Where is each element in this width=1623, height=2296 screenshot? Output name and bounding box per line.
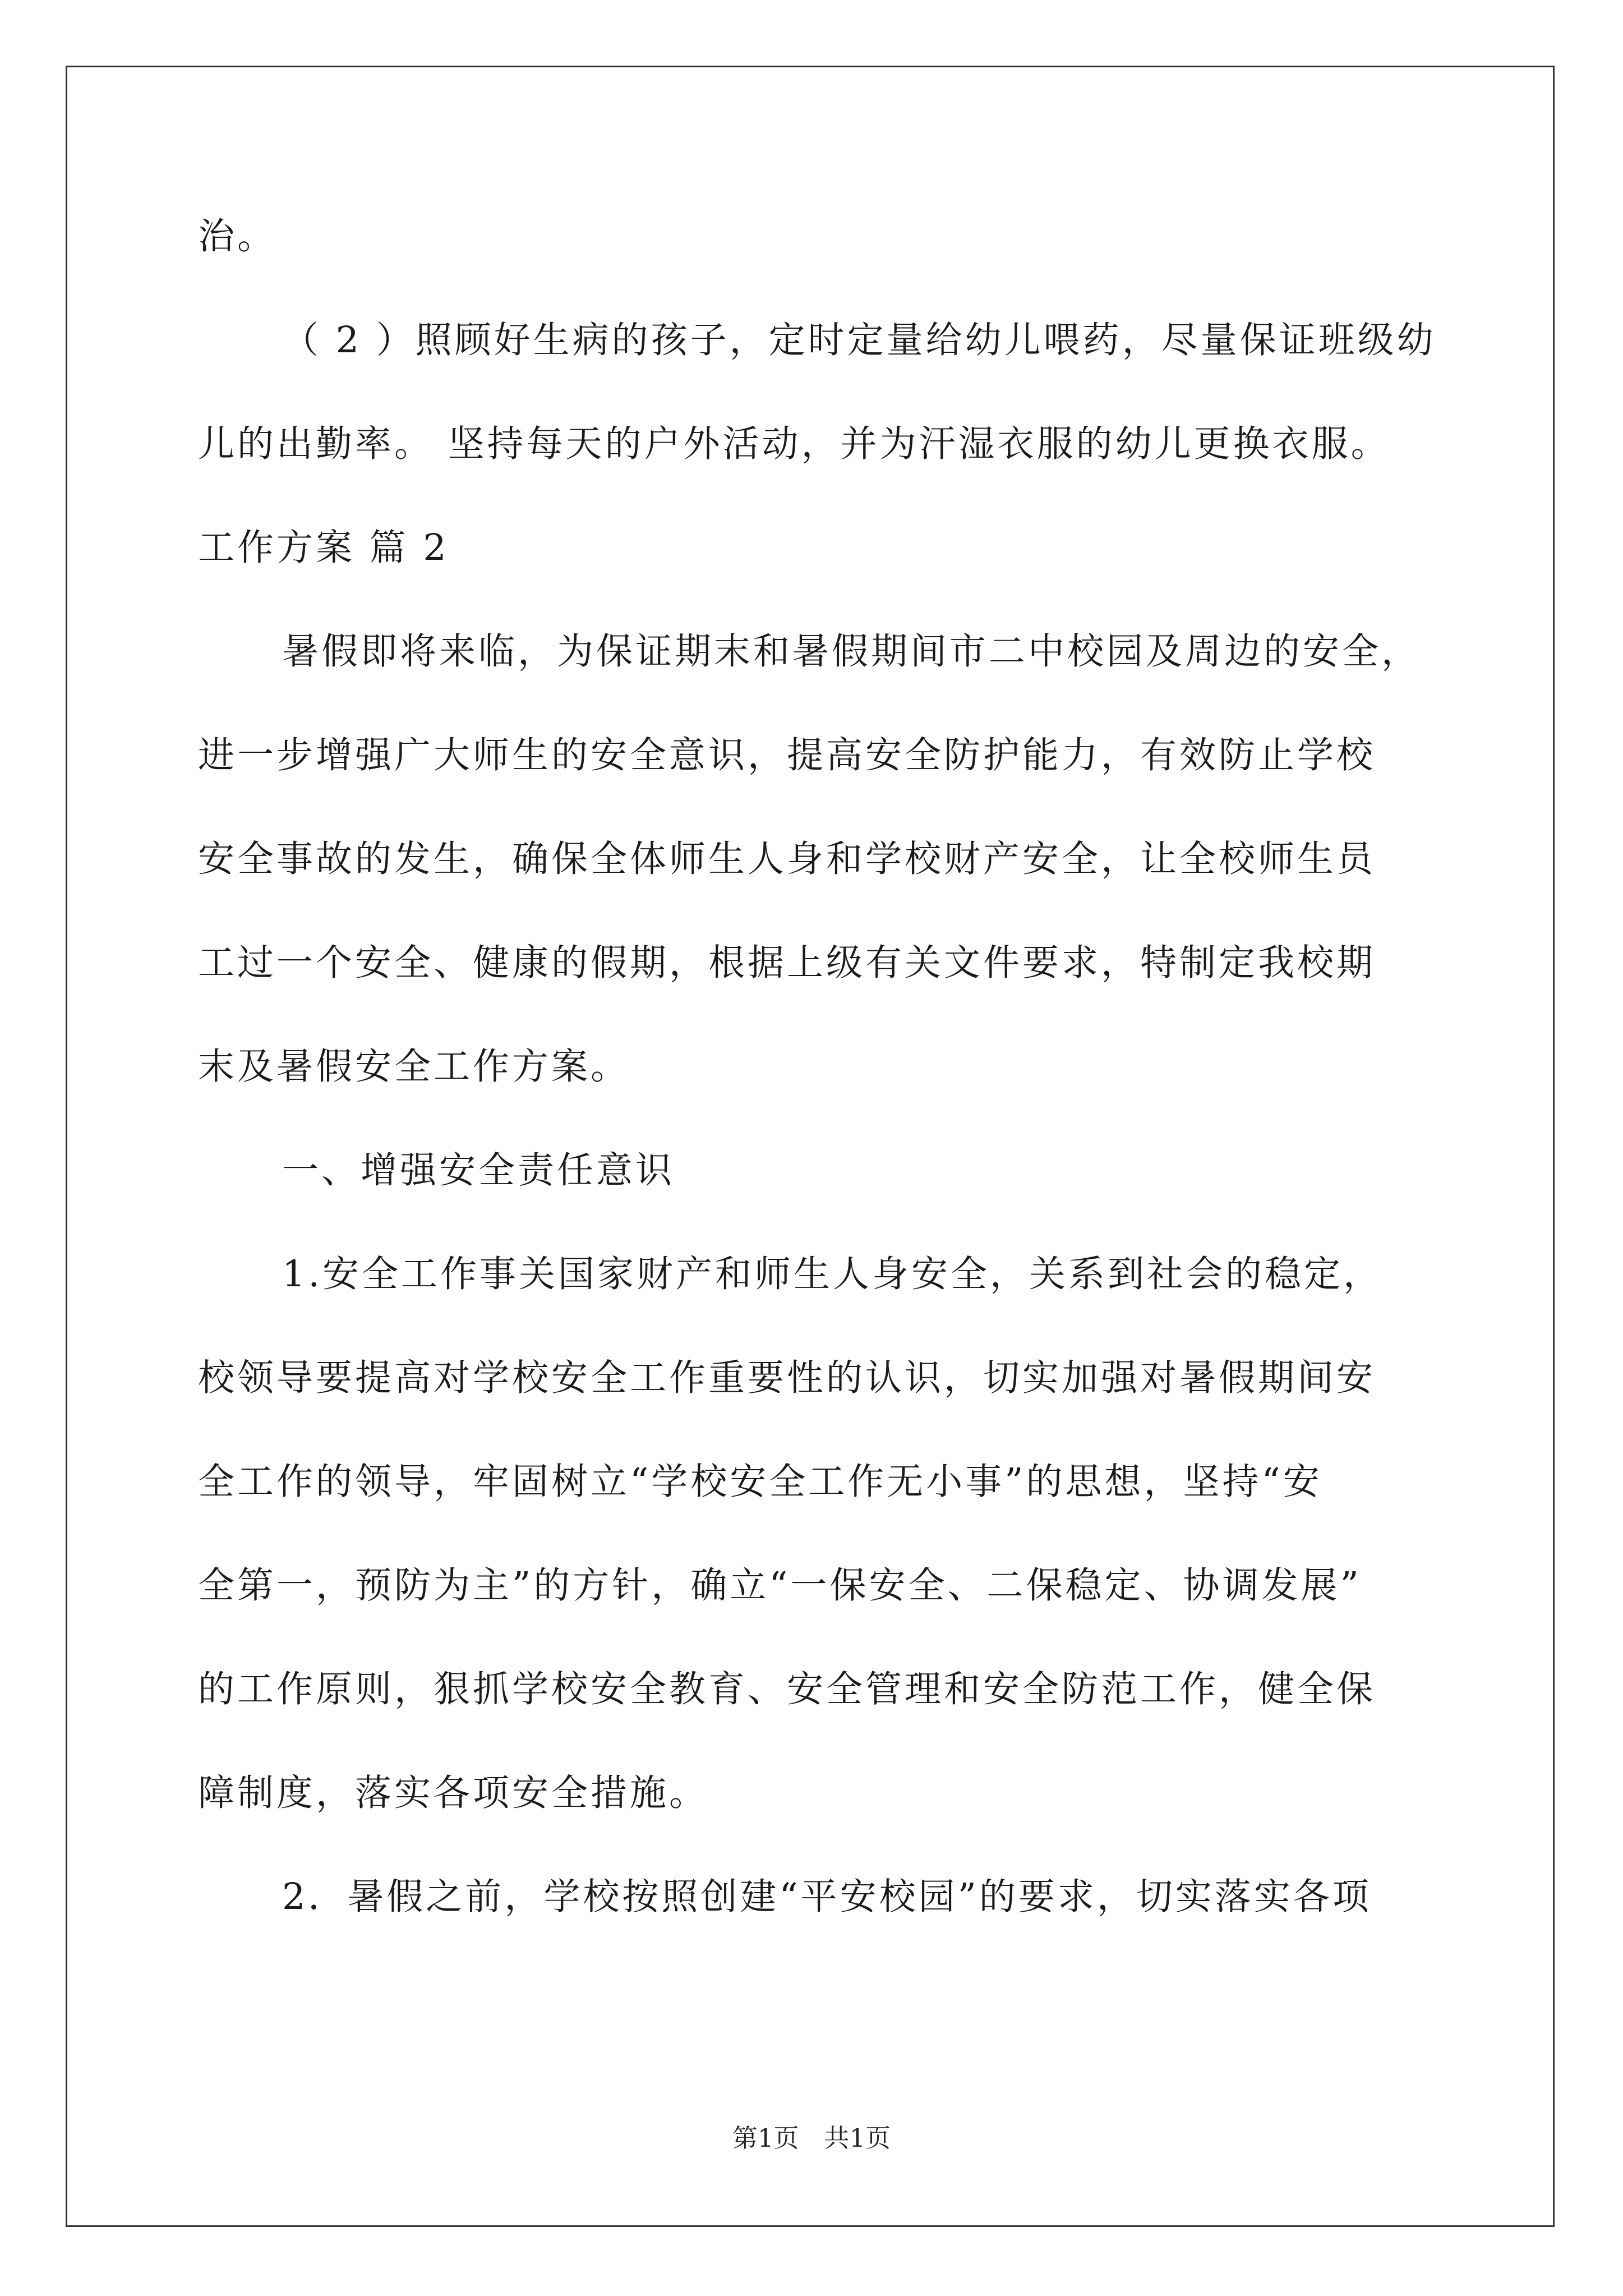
text-line: 校领导要提高对学校安全工作重要性的认识，切实加强对暑假期间安	[198, 1357, 1376, 1399]
text-line: 安全事故的发生，确保全体师生人身和学校财产安全，让全校师生员	[198, 838, 1376, 880]
text-line: 1.安全工作事关国家财产和师生人身安全，关系到社会的稳定，	[282, 1253, 1383, 1295]
text-line: 全第一，预防为主”的方针，确立“一保安全、二保稳定、协调发展”	[198, 1565, 1362, 1607]
text-line: 儿的出勤率。 坚持每天的户外活动，并为汗湿衣服的幼儿更换衣服。	[198, 423, 1390, 465]
text-line: 全工作的领导，牢固树立“学校安全工作无小事”的思想，坚持“安	[198, 1461, 1322, 1503]
text-line: （ 2 ）照顾好生病的孩子，定时定量给幼儿喂药，尽量保证班级幼	[282, 319, 1436, 361]
text-line: 工过一个安全、健康的假期，根据上级有关文件要求，特制定我校期	[198, 942, 1376, 984]
page-number: 第1页 共1页	[732, 2123, 891, 2153]
subsection-heading: 一、增强安全责任意识	[282, 1149, 675, 1191]
text-line: 暑假即将来临，为保证期末和暑假期间市二中校园及周边的安全，	[282, 631, 1421, 673]
text-line: 的工作原则，狠抓学校安全教育、安全管理和安全防范工作，健全保	[198, 1668, 1376, 1710]
text-line: 2．暑假之前，学校按照创建“平安校园”的要求，切实落实各项	[282, 1876, 1372, 1918]
text-line: 末及暑假安全工作方案。	[198, 1046, 630, 1088]
text-line: 障制度，落实各项安全措施。	[198, 1772, 709, 1814]
text-line: 进一步增强广大师生的安全意识，提高安全防护能力，有效防止学校	[198, 734, 1376, 776]
section-heading: 工作方案 篇 2	[198, 527, 449, 569]
text-line: 治。	[198, 215, 277, 257]
